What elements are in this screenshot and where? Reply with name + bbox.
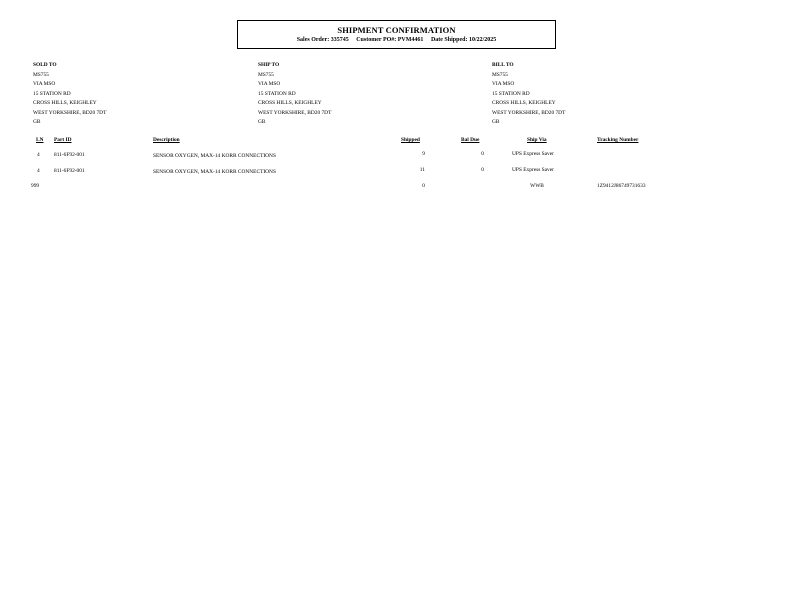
sold-to-line: 15 STATION RD <box>33 90 71 97</box>
footer-shipped: 0 <box>422 183 425 189</box>
sold-to-line: CROSS HILLS, KEIGHLEY <box>33 100 97 106</box>
col-header-ln: LN <box>36 137 44 143</box>
bill-to-line: CROSS HILLS, KEIGHLEY <box>492 100 556 106</box>
ship-to-line: CROSS HILLS, KEIGHLEY <box>258 100 322 106</box>
footer-label: 999 <box>31 183 40 189</box>
row-part-id: 811-6F92-001 <box>54 152 85 158</box>
sold-to-line: WEST YORKSHIRE, BD20 7DT <box>33 109 107 116</box>
bill-to-heading: BILL TO <box>492 62 514 68</box>
col-header-part-id: Part ID <box>54 137 72 143</box>
ship-to-line: WEST YORKSHIRE, BD20 7DT <box>258 109 332 116</box>
bill-to-line: GB <box>492 119 500 125</box>
row-part-id: 811-6F92-001 <box>54 168 85 174</box>
customer-po: Customer PO#: PVM4461 <box>356 37 424 43</box>
col-header-description: Description <box>153 137 180 143</box>
sales-order: Sales Order: 335745 <box>296 37 349 43</box>
ship-to-line: GB <box>258 119 266 125</box>
bill-to-line: 15 STATION RD <box>492 90 530 97</box>
date-shipped: Date Shipped: 10/22/2025 <box>430 37 497 43</box>
bill-to-line: VIA MSO <box>492 81 515 87</box>
row-ship-via: UPS Express Saver <box>512 151 554 157</box>
footer-tracking: 1Z9412J86749731633 <box>597 183 646 189</box>
ship-to-heading: SHIP TO <box>258 62 280 68</box>
page-title: SHIPMENT CONFIRMATION <box>337 25 456 35</box>
col-header-ship-via: Ship Via <box>527 137 547 143</box>
row-shipped: 11 <box>419 167 425 173</box>
row-bal-due: 0 <box>481 167 484 173</box>
sold-to-line: MS755 <box>33 71 49 78</box>
row-description: SENSOR OXYGEN, MAX-14 KORR CONNECTIONS <box>153 153 276 159</box>
sold-to-heading: SOLD TO <box>33 62 57 68</box>
ship-to-line: 15 STATION RD <box>258 90 296 97</box>
row-description: SENSOR OXYGEN, MAX-14 KORR CONNECTIONS <box>153 169 276 175</box>
col-header-bal-due: Bal Due <box>461 137 480 143</box>
bill-to-block <box>492 61 565 128</box>
ship-to-block <box>258 61 331 128</box>
row-ln: 4 <box>37 152 40 158</box>
ship-to-line: MS755 <box>258 71 274 78</box>
row-ship-via: UPS Express Saver <box>512 167 554 173</box>
sold-to-line: GB <box>33 119 41 125</box>
col-header-tracking: Tracking Number <box>597 137 639 143</box>
bill-to-line: WEST YORKSHIRE, BD20 7DT <box>492 109 566 116</box>
sold-to-block <box>33 61 106 128</box>
bill-to-line: MS755 <box>492 71 508 78</box>
order-info <box>238 37 555 43</box>
row-shipped: 9 <box>422 151 425 157</box>
footer-ship-via: WWB <box>530 183 544 189</box>
sold-to-line: VIA MSO <box>33 81 56 87</box>
row-bal-due: 0 <box>481 151 484 157</box>
col-header-shipped: Shipped <box>401 137 420 143</box>
title-box <box>237 20 556 49</box>
ship-to-line: VIA MSO <box>258 81 281 87</box>
row-ln: 4 <box>37 168 40 174</box>
